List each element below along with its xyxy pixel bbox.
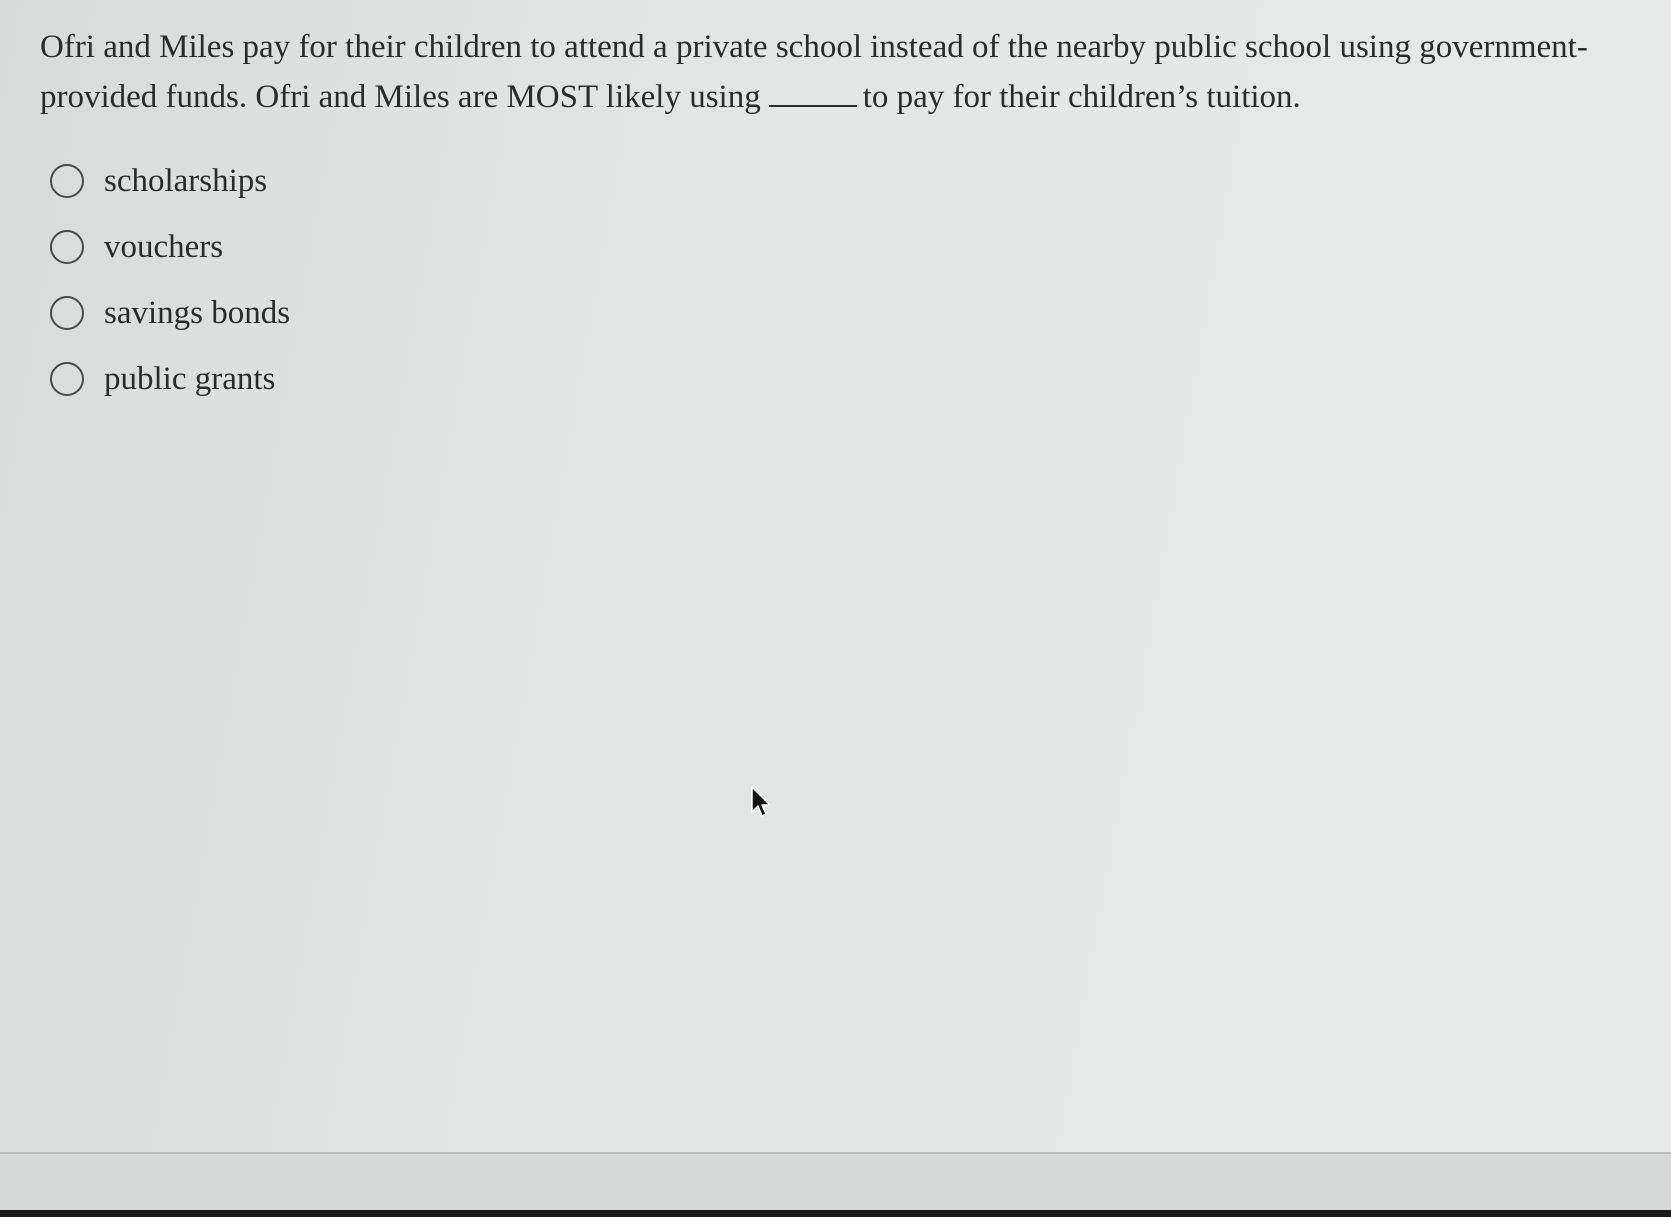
option-label: public grants xyxy=(104,360,276,397)
option-label: vouchers xyxy=(104,228,224,265)
arrow-pointer-icon xyxy=(750,786,772,820)
question-text-before: Ofri and Miles pay for their children to attend a private school instead of the nearby public school using government-provided funds. Ofri and Miles are MOST likely using xyxy=(40,29,1588,115)
option-savings-bonds[interactable] xyxy=(50,280,290,346)
option-vouchers[interactable] xyxy=(50,214,290,280)
answer-blank xyxy=(769,77,857,107)
option-label: scholarships xyxy=(104,162,268,199)
footer-band xyxy=(0,1154,1671,1212)
option-label: savings bonds xyxy=(104,294,291,331)
radio-unselected-icon[interactable] xyxy=(50,296,84,330)
option-public-grants[interactable] xyxy=(50,346,290,412)
radio-unselected-icon[interactable] xyxy=(50,164,84,198)
question-text-after: to pay for their children’s tuition. xyxy=(862,79,1301,115)
radio-unselected-icon[interactable] xyxy=(50,362,84,396)
screen-bezel xyxy=(0,1210,1671,1217)
option-scholarships[interactable] xyxy=(50,148,290,214)
radio-unselected-icon[interactable] xyxy=(50,230,84,264)
question-text xyxy=(40,22,1660,122)
answer-options xyxy=(50,148,290,412)
